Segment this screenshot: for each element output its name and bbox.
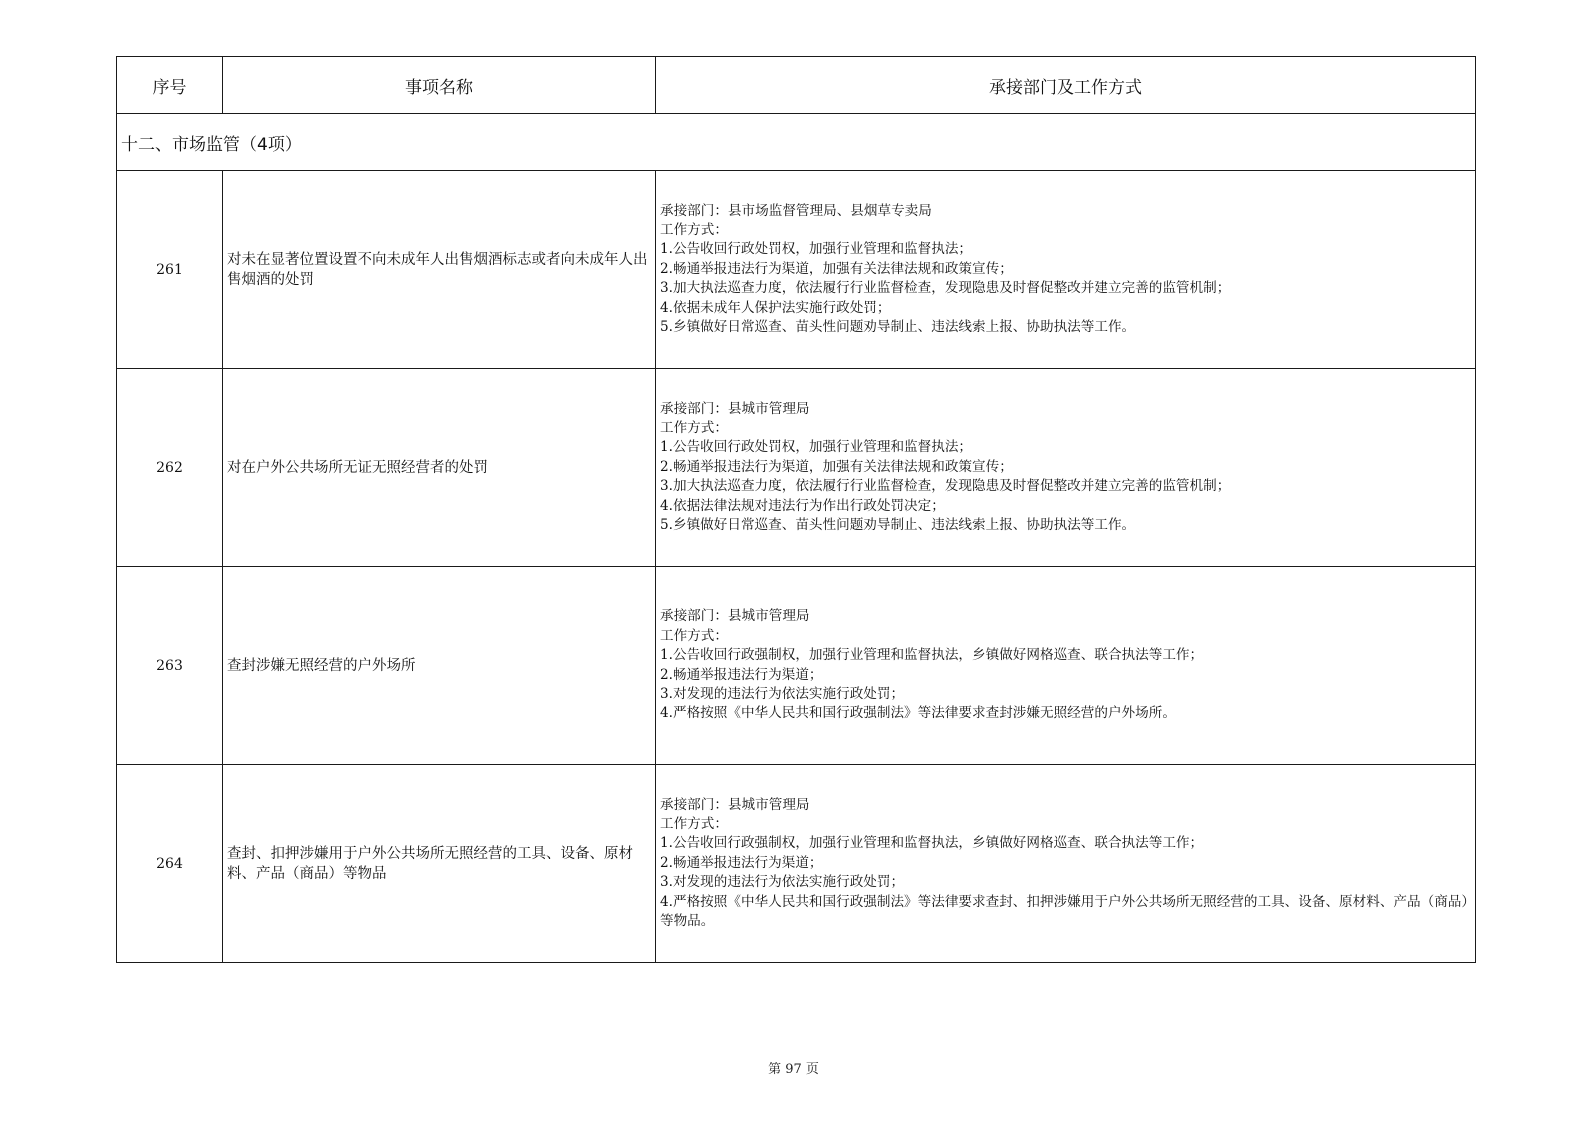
row-method — [656, 765, 1476, 963]
row-method — [656, 369, 1476, 567]
row-name: 查封、扣押涉嫌用于户外公共场所无照经营的工具、设备、原材料、产品（商品）等物品 — [223, 765, 656, 963]
method-line: 3.对发现的违法行为依法实施行政处罚； — [660, 874, 905, 891]
method-line: 承接部门：县城市管理局 — [660, 400, 810, 417]
row-name: 查封涉嫌无照经营的户外场所 — [223, 567, 656, 765]
method-line: 2.畅通举报违法行为渠道； — [660, 666, 823, 683]
method-line: 工作方式： — [660, 627, 728, 644]
method-line: 承接部门：县城市管理局 — [660, 796, 810, 813]
method-line: 承接部门：县城市管理局 — [660, 608, 810, 625]
table-row — [117, 765, 1476, 963]
section-title: 十二、市场监管（4项） — [117, 114, 1476, 171]
method-line: 1.公告收回行政处罚权，加强行业管理和监督执法； — [660, 241, 973, 258]
table-row — [117, 369, 1476, 567]
method-line: 2.畅通举报违法行为渠道； — [660, 854, 823, 871]
table-row — [117, 567, 1476, 765]
matters-table — [116, 56, 1476, 963]
method-line: 1.公告收回行政处罚权，加强行业管理和监督执法； — [660, 439, 973, 456]
row-method — [656, 171, 1476, 369]
method-line: 工作方式： — [660, 419, 728, 436]
section-row — [117, 114, 1476, 171]
row-seq: 264 — [117, 765, 223, 963]
method-line: 1.公告收回行政强制权，加强行业管理和监督执法，乡镇做好网格巡查、联合执法等工作； — [660, 835, 1204, 852]
method-line: 4.严格按照《中华人民共和国行政强制法》等法律要求查封涉嫌无照经营的户外场所。 — [660, 705, 1176, 722]
method-line: 5.乡镇做好日常巡查、苗头性问题劝导制止、违法线索上报、协助执法等工作。 — [660, 517, 1136, 534]
header-seq: 序号 — [117, 57, 223, 114]
row-name: 对在户外公共场所无证无照经营者的处罚 — [223, 369, 656, 567]
header-method: 承接部门及工作方式 — [656, 57, 1476, 114]
row-seq: 261 — [117, 171, 223, 369]
row-name: 对未在显著位置设置不向未成年人出售烟酒标志或者向未成年人出售烟酒的处罚 — [223, 171, 656, 369]
header-name: 事项名称 — [223, 57, 656, 114]
method-line: 4.依据未成年人保护法实施行政处罚； — [660, 299, 891, 316]
page-number: 第 97 页 — [768, 1062, 819, 1077]
row-method — [656, 567, 1476, 765]
method-line: 5.乡镇做好日常巡查、苗头性问题劝导制止、违法线索上报、协助执法等工作。 — [660, 319, 1136, 336]
method-line: 2.畅通举报违法行为渠道，加强有关法律法规和政策宣传； — [660, 260, 1013, 277]
method-line: 工作方式： — [660, 815, 728, 832]
method-line: 承接部门：县市场监督管理局、县烟草专卖局 — [660, 202, 932, 219]
table-header-row — [117, 57, 1476, 114]
method-line: 3.对发现的违法行为依法实施行政处罚； — [660, 685, 905, 702]
method-line: 工作方式： — [660, 221, 728, 238]
method-line: 4.依据法律法规对违法行为作出行政处罚决定； — [660, 497, 945, 514]
method-line: 3.加大执法巡查力度，依法履行行业监督检查，发现隐患及时督促整改并建立完善的监管机制； — [660, 478, 1231, 495]
table-row — [117, 171, 1476, 369]
row-seq: 263 — [117, 567, 223, 765]
method-line: 3.加大执法巡查力度，依法履行行业监督检查，发现隐患及时督促整改并建立完善的监管机制； — [660, 280, 1231, 297]
method-line: 4.严格按照《中华人民共和国行政强制法》等法律要求查封、扣押涉嫌用于户外公共场所无照经营的工具、设备、原材料、产品（商品）等物品。 — [660, 893, 1469, 930]
method-line: 2.畅通举报违法行为渠道，加强有关法律法规和政策宣传； — [660, 458, 1013, 475]
method-line: 1.公告收回行政强制权，加强行业管理和监督执法，乡镇做好网格巡查、联合执法等工作； — [660, 647, 1204, 664]
row-seq: 262 — [117, 369, 223, 567]
